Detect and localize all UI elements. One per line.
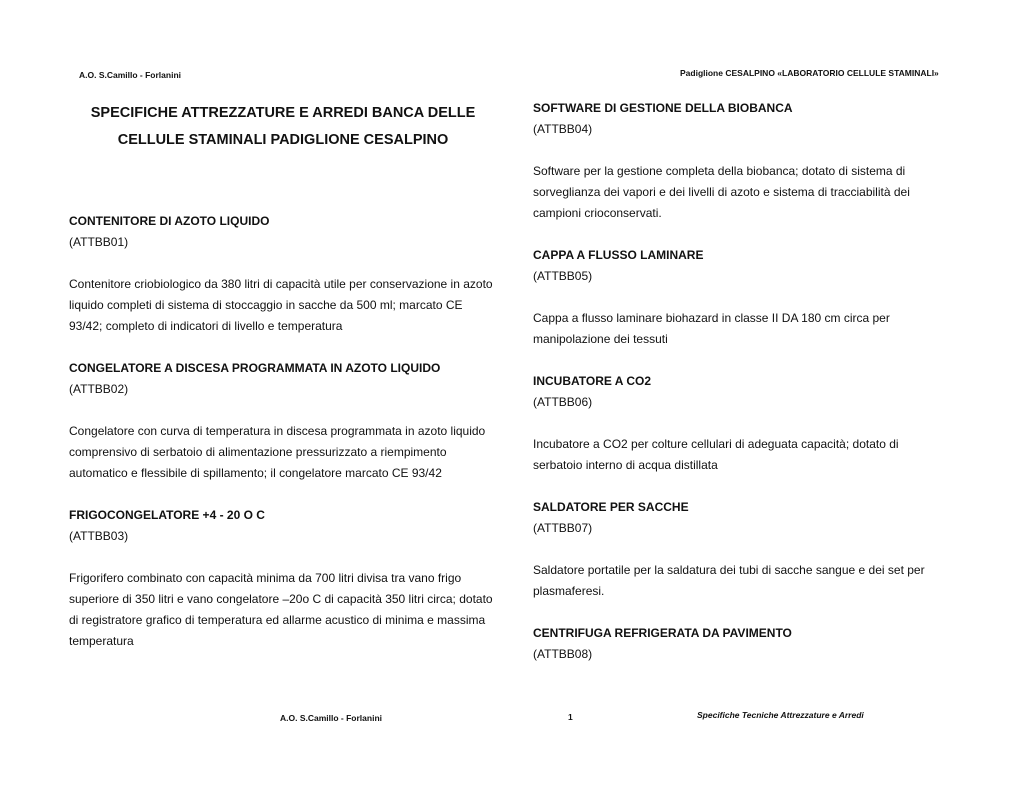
section-code: (ATTBB03): [69, 529, 129, 543]
section-code: (ATTBB07): [533, 521, 593, 535]
document-title: [74, 100, 492, 154]
section-code: (ATTBB06): [533, 395, 593, 409]
title-line-1: SPECIFICHE ATTREZZATURE E ARREDI BANCA DELLE: [90, 105, 476, 121]
footer-right: Specifiche Tecniche Attrezzature e Arredi: [697, 710, 864, 720]
footer-left: A.O. S.Camillo - Forlanini: [280, 713, 383, 723]
section-title: CONTENITORE DI AZOTO LIQUIDO: [69, 214, 270, 228]
section-attbb06: [533, 371, 943, 476]
section-attbb02: [69, 358, 499, 484]
header-left: A.O. S.Camillo - Forlanini: [79, 70, 182, 80]
section-title: CENTRIFUGA REFRIGERATA DA PAVIMENTO: [533, 626, 792, 640]
section-description: Congelatore con curva di temperatura in discesa programmata in azoto liquido comprensivo di serbatoio di alimentazione pressurizzato a riempimento automatico e flessibile di spillamento; il congelatore marcato CE 93/42: [69, 424, 486, 480]
section-attbb04: [533, 98, 943, 224]
section-attbb08: [533, 623, 943, 665]
left-column: [69, 211, 499, 673]
section-code: (ATTBB05): [533, 269, 593, 283]
section-description: Cappa a flusso laminare biohazard in classe II DA 180 cm circa per manipolazione dei tessuti: [533, 311, 890, 346]
section-title: CONGELATORE A DISCESA PROGRAMMATA IN AZOTO LIQUIDO: [69, 361, 441, 375]
section-title: SALDATORE PER SACCHE: [533, 500, 689, 514]
section-attbb05: [533, 245, 943, 350]
section-attbb03: [69, 505, 499, 652]
section-attbb07: [533, 497, 943, 602]
right-column: [533, 98, 943, 686]
section-description: Saldatore portatile per la saldatura dei tubi di sacche sangue e dei set per plasmaferesi.: [533, 563, 925, 598]
section-code: (ATTBB08): [533, 647, 593, 661]
section-attbb01: [69, 211, 499, 337]
header-right: Padiglione CESALPINO «LABORATORIO CELLULE STAMINALI»: [680, 68, 939, 78]
section-code: (ATTBB01): [69, 235, 129, 249]
title-line-2: CELLULE STAMINALI PADIGLIONE CESALPINO: [117, 132, 449, 148]
section-code: (ATTBB02): [69, 382, 129, 396]
section-description: Incubatore a CO2 per colture cellulari di adeguata capacità; dotato di serbatoio interno di acqua distillata: [533, 437, 899, 472]
section-title: CAPPA A FLUSSO LAMINARE: [533, 248, 704, 262]
page-number: 1: [568, 712, 573, 722]
section-title: FRIGOCONGELATORE +4 - 20 O C: [69, 508, 265, 522]
section-description: Software per la gestione completa della biobanca; dotato di sistema di sorveglianza dei vapori e dei livelli di azoto e sistema di tracciabilità dei campioni crioconservati.: [533, 164, 910, 220]
section-description: Frigorifero combinato con capacità minima da 700 litri divisa tra vano frigo superiore di 350 litri e vano congelatore –20o C di capacità 350 litri circa; dotato di registratore grafico di temperatura ed allarme acustico di minima e massima temperatura: [69, 571, 493, 648]
section-code: (ATTBB04): [533, 122, 593, 136]
section-title: SOFTWARE DI GESTIONE DELLA BIOBANCA: [533, 101, 793, 115]
section-title: INCUBATORE A CO2: [533, 374, 652, 388]
section-description: Contenitore criobiologico da 380 litri di capacità utile per conservazione in azoto liquido completi di sistema di stoccaggio in sacche da 500 ml; marcato CE 93/42; completo di indicatori di livello e temperatura: [69, 277, 493, 333]
